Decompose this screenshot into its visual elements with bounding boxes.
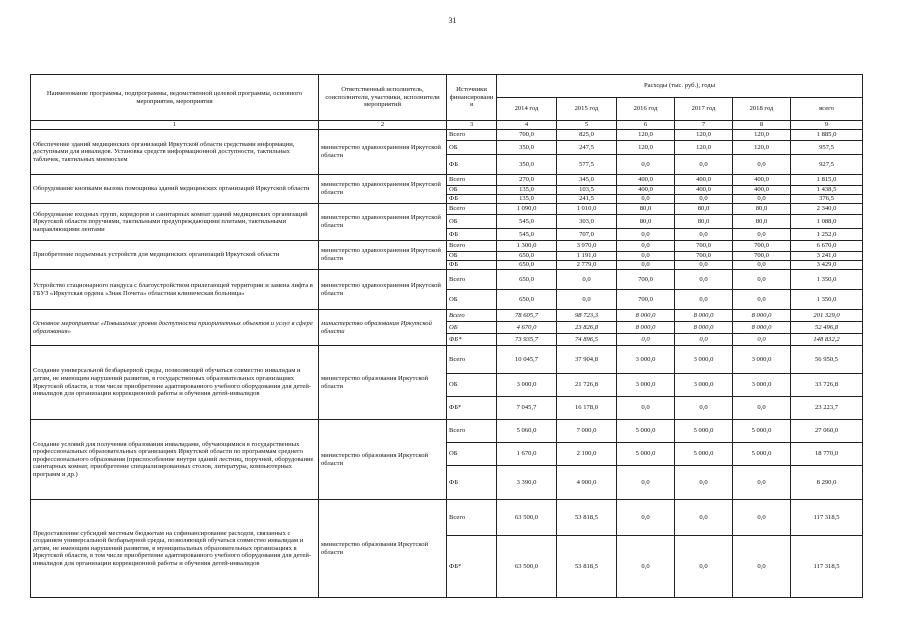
amount-year: 0,0 (617, 334, 675, 346)
column-index: 2 (319, 121, 447, 130)
amount-year: 650,0 (497, 261, 557, 270)
table-row (31, 500, 863, 536)
amount-year: 0,0 (617, 241, 675, 252)
amount-year: 700,0 (617, 290, 675, 310)
amount-year: 0,0 (675, 397, 733, 420)
amount-year: 37 904,8 (557, 346, 617, 374)
amount-year: 700,0 (675, 241, 733, 252)
funding-source: Всего (447, 346, 497, 374)
amount-year: 700,0 (497, 130, 557, 141)
amount-year: 707,0 (557, 229, 617, 241)
amount-year: 103,5 (557, 186, 617, 195)
amount-total: 56 950,5 (791, 346, 863, 374)
amount-year: 0,0 (675, 229, 733, 241)
amount-year: 80,0 (733, 204, 791, 215)
amount-year: 5 000,0 (675, 420, 733, 443)
amount-year: 5 060,0 (497, 420, 557, 443)
activity-name: Устройство стационарного пандуса с благоустройством прилегающей территории и замена лифта в ГБУЗ «Иркутская ордена «Знак Почета» областная клиническая больница» (31, 270, 319, 310)
funding-source: ОБ (447, 141, 497, 155)
amount-total: 1 350,0 (791, 290, 863, 310)
amount-year: 0,0 (675, 290, 733, 310)
activity-name: Обеспечение зданий медицинских организаций Иркутской области средствами информации, доступными для инвалидов. Установка средств информационной доступности, тактильных табличек, тактильных мнемосхем (31, 130, 319, 175)
amount-year: 303,0 (557, 215, 617, 229)
table-row (31, 130, 863, 141)
amount-year: 700,0 (617, 270, 675, 290)
amount-year: 3 000,0 (497, 374, 557, 397)
amount-year: 1 010,0 (557, 204, 617, 215)
activity-name: Основное мероприятие «Повышение уровня доступности приоритетных объектов и услуг в сфере образования» (31, 310, 319, 346)
amount-year: 120,0 (617, 141, 675, 155)
page-number: 31 (448, 16, 457, 25)
amount-year: 577,5 (557, 155, 617, 175)
amount-year: 0,0 (675, 466, 733, 500)
amount-total: 3 429,0 (791, 261, 863, 270)
amount-year: 0,0 (675, 195, 733, 204)
amount-year: 5 000,0 (617, 443, 675, 466)
table-row (31, 310, 863, 322)
header-total: всего (791, 98, 863, 121)
amount-year: 5 000,0 (675, 443, 733, 466)
amount-year: 345,0 (557, 175, 617, 186)
amount-total: 27 060,0 (791, 420, 863, 443)
amount-year: 98 723,3 (557, 310, 617, 322)
column-index: 1 (31, 121, 319, 130)
header-source: Источники финансировани я (447, 75, 497, 121)
amount-total: 148 832,2 (791, 334, 863, 346)
amount-year: 8 000,0 (675, 322, 733, 334)
amount-year: 0,0 (557, 270, 617, 290)
column-index: 6 (617, 121, 675, 130)
amount-year: 5 000,0 (733, 420, 791, 443)
column-index: 7 (675, 121, 733, 130)
amount-year: 0,0 (617, 195, 675, 204)
amount-year: 1 300,0 (497, 241, 557, 252)
amount-year: 80,0 (733, 215, 791, 229)
amount-year: 74 896,5 (557, 334, 617, 346)
column-index: 5 (557, 121, 617, 130)
amount-year: 78 605,7 (497, 310, 557, 322)
amount-year: 700,0 (733, 252, 791, 261)
responsible-executor: министерство здравоохранения Иркутской области (319, 130, 447, 175)
responsible-executor: министерство образования Иркутской области (319, 500, 447, 598)
table-row (31, 204, 863, 215)
amount-year: 135,0 (497, 186, 557, 195)
header-expenses: Расходы (тыс. руб.), годы (497, 75, 863, 98)
amount-total: 1 088,0 (791, 215, 863, 229)
amount-year: 2 779,0 (557, 261, 617, 270)
amount-year: 63 500,0 (497, 500, 557, 536)
activity-name: Создание универсальной безбарьерной среды, позволяющей обучаться совместно инвалидам и детям, не имеющим нарушений развития, в государственных образовательных организациях Иркутской области, в том числе приобретение адаптированного учебного оборудования для детей-инвалидов для организации коррекционной работы и обучения детей-инвалидов (31, 346, 319, 420)
header-year-2018: 2018 год (733, 98, 791, 121)
responsible-executor: министерство образования Иркутской области (319, 346, 447, 420)
amount-year: 270,0 (497, 175, 557, 186)
funding-source: ФБ (447, 195, 497, 204)
amount-year: 7 000,0 (557, 420, 617, 443)
amount-year: 700,0 (675, 252, 733, 261)
amount-year: 21 726,8 (557, 374, 617, 397)
responsible-executor: министерство здравоохранения Иркутской области (319, 175, 447, 204)
amount-year: 120,0 (733, 141, 791, 155)
amount-year: 400,0 (617, 186, 675, 195)
activity-name: Приобретение подъемных устройств для медицинских организаций Иркутской области (31, 241, 319, 270)
responsible-executor: министерство образования Иркутской области (319, 310, 447, 346)
amount-total: 18 770,0 (791, 443, 863, 466)
amount-year: 0,0 (675, 536, 733, 598)
amount-year: 135,0 (497, 195, 557, 204)
amount-total: 8 290,0 (791, 466, 863, 500)
amount-total: 201 329,0 (791, 310, 863, 322)
amount-total: 2 340,0 (791, 204, 863, 215)
table-row (31, 420, 863, 443)
funding-source: Всего (447, 241, 497, 252)
amount-total: 23 223,7 (791, 397, 863, 420)
amount-year: 120,0 (675, 130, 733, 141)
amount-year: 80,0 (675, 204, 733, 215)
funding-source: ФБ (447, 229, 497, 241)
amount-year: 53 818,5 (557, 500, 617, 536)
table-row (31, 346, 863, 374)
amount-year: 0,0 (617, 397, 675, 420)
column-index: 4 (497, 121, 557, 130)
amount-year: 0,0 (675, 155, 733, 175)
amount-year: 650,0 (497, 252, 557, 261)
amount-year: 400,0 (617, 175, 675, 186)
amount-year: 80,0 (617, 215, 675, 229)
amount-year: 545,0 (497, 229, 557, 241)
activity-name: Предоставление субсидий местным бюджетам на софинансирование расходов, связанных с созданием универсальной безбарьерной среды, позволяющей обучаться совместно инвалидам и детям, не имеющим нарушений развития, в муниципальных образовательных организациях в Иркутской области, в том числе приобретение адаптированного учебного оборудования для детей-инвалидов для организации коррекционной работы и обучения детей-инвалидов (31, 500, 319, 598)
amount-year: 0,0 (617, 252, 675, 261)
amount-year: 0,0 (617, 500, 675, 536)
header-year-2017: 2017 год (675, 98, 733, 121)
expenses-table (30, 74, 863, 598)
funding-source: ОБ (447, 186, 497, 195)
amount-total: 117 318,5 (791, 500, 863, 536)
amount-year: 1 670,0 (497, 443, 557, 466)
funding-source: ФБ (447, 155, 497, 175)
amount-year: 0,0 (617, 536, 675, 598)
funding-source: Всего (447, 270, 497, 290)
responsible-executor: министерство здравоохранения Иркутской области (319, 241, 447, 270)
amount-year: 400,0 (733, 175, 791, 186)
amount-year: 350,0 (497, 155, 557, 175)
amount-year: 3 000,0 (675, 346, 733, 374)
amount-year: 3 000,0 (617, 374, 675, 397)
amount-year: 3 000,0 (733, 346, 791, 374)
amount-year: 1 090,0 (497, 204, 557, 215)
funding-source: ОБ (447, 322, 497, 334)
funding-source: ОБ (447, 374, 497, 397)
amount-year: 0,0 (675, 261, 733, 270)
responsible-executor: министерство образования Иркутской области (319, 420, 447, 500)
amount-year: 0,0 (617, 261, 675, 270)
funding-source: ОБ (447, 252, 497, 261)
header-year-2015: 2015 год (557, 98, 617, 121)
amount-year: 80,0 (617, 204, 675, 215)
amount-year: 5 000,0 (617, 420, 675, 443)
header-responsible: Ответственный исполнитель, соисполнители, участники, исполнители мероприятий (319, 75, 447, 121)
table-row (31, 241, 863, 252)
funding-source: Всего (447, 204, 497, 215)
responsible-executor: министерство здравоохранения Иркутской области (319, 204, 447, 241)
table-row (31, 270, 863, 290)
amount-year: 545,0 (497, 215, 557, 229)
amount-year: 2 100,0 (557, 443, 617, 466)
amount-total: 33 726,8 (791, 374, 863, 397)
amount-year: 120,0 (617, 130, 675, 141)
funding-source: ФБ* (447, 397, 497, 420)
amount-total: 1 252,0 (791, 229, 863, 241)
amount-year: 7 045,7 (497, 397, 557, 420)
amount-year: 241,5 (557, 195, 617, 204)
amount-year: 4 670,0 (497, 322, 557, 334)
header-year-2014: 2014 год (497, 98, 557, 121)
amount-total: 927,5 (791, 155, 863, 175)
amount-year: 650,0 (497, 290, 557, 310)
funding-source: ОБ (447, 443, 497, 466)
amount-total: 6 670,0 (791, 241, 863, 252)
header-name: Наименование программы, подпрограммы, ведомственной целевой программы, основного мероприятия, мероприятия (31, 75, 319, 121)
amount-year: 3 000,0 (617, 346, 675, 374)
responsible-executor: министерство здравоохранения Иркутской области (319, 270, 447, 310)
amount-year: 0,0 (733, 290, 791, 310)
activity-name: Создание условий для получения образования инвалидами, обучающимися в государственных профессиональных образовательных организациях Иркутской области по программам среднего профессионального образования (приспособление внутри зданий лестниц, поручней, оборудование санитарных комнат, приобретение специализированных столов, литературы, компьютерных программ и др.) (31, 420, 319, 500)
column-index-row (31, 121, 863, 130)
amount-year: 400,0 (675, 186, 733, 195)
amount-total: 1 885,0 (791, 130, 863, 141)
column-index: 3 (447, 121, 497, 130)
funding-source: Всего (447, 175, 497, 186)
table-row (31, 175, 863, 186)
amount-total: 957,5 (791, 141, 863, 155)
amount-year: 0,0 (675, 270, 733, 290)
amount-year: 0,0 (733, 397, 791, 420)
amount-year: 3 000,0 (675, 374, 733, 397)
amount-total: 1 438,5 (791, 186, 863, 195)
amount-total: 1 815,0 (791, 175, 863, 186)
amount-total: 3 241,0 (791, 252, 863, 261)
amount-year: 400,0 (733, 186, 791, 195)
amount-year: 3 390,0 (497, 466, 557, 500)
amount-year: 23 826,8 (557, 322, 617, 334)
amount-year: 0,0 (733, 500, 791, 536)
amount-year: 0,0 (675, 334, 733, 346)
activity-name: Оборудование кнопками вызова помощника зданий медицинских организаций Иркутской области (31, 175, 319, 204)
funding-source: ФБ* (447, 536, 497, 598)
amount-year: 0,0 (617, 155, 675, 175)
amount-year: 825,0 (557, 130, 617, 141)
amount-year: 400,0 (675, 175, 733, 186)
amount-year: 63 500,0 (497, 536, 557, 598)
amount-year: 0,0 (733, 466, 791, 500)
funding-source: Всего (447, 500, 497, 536)
amount-year: 700,0 (733, 241, 791, 252)
funding-source: Всего (447, 130, 497, 141)
funding-source: ФБ (447, 261, 497, 270)
amount-year: 0,0 (617, 229, 675, 241)
funding-source: ФБ (447, 466, 497, 500)
amount-year: 0,0 (733, 229, 791, 241)
amount-year: 5 000,0 (733, 443, 791, 466)
funding-source: Всего (447, 420, 497, 443)
amount-year: 8 000,0 (733, 322, 791, 334)
amount-year: 120,0 (733, 130, 791, 141)
amount-total: 376,5 (791, 195, 863, 204)
amount-year: 0,0 (733, 536, 791, 598)
amount-year: 3 000,0 (733, 374, 791, 397)
amount-year: 0,0 (557, 290, 617, 310)
amount-year: 1 191,0 (557, 252, 617, 261)
amount-year: 73 935,7 (497, 334, 557, 346)
amount-year: 8 000,0 (617, 310, 675, 322)
activity-name: Оборудование входных групп, коридоров и санитарных комнат зданий медицинских организаций Иркутской области поручнями, тактильными предупреждающими плитами, тактильными направляющими лентами (31, 204, 319, 241)
amount-year: 0,0 (733, 155, 791, 175)
amount-total: 1 350,0 (791, 270, 863, 290)
column-index: 8 (733, 121, 791, 130)
amount-year: 4 900,0 (557, 466, 617, 500)
funding-source: ОБ (447, 290, 497, 310)
amount-year: 0,0 (675, 500, 733, 536)
amount-year: 650,0 (497, 270, 557, 290)
header-year-2016: 2016 год (617, 98, 675, 121)
amount-year: 0,0 (617, 466, 675, 500)
amount-year: 120,0 (675, 141, 733, 155)
amount-year: 0,0 (733, 195, 791, 204)
column-index: 9 (791, 121, 863, 130)
amount-total: 117 318,5 (791, 536, 863, 598)
amount-year: 0,0 (733, 261, 791, 270)
amount-year: 8 000,0 (733, 310, 791, 322)
amount-year: 53 818,5 (557, 536, 617, 598)
amount-year: 8 000,0 (675, 310, 733, 322)
funding-source: ФБ* (447, 334, 497, 346)
amount-year: 8 000,0 (617, 322, 675, 334)
amount-year: 16 178,0 (557, 397, 617, 420)
amount-year: 10 045,7 (497, 346, 557, 374)
funding-source: Всего (447, 310, 497, 322)
amount-year: 80,0 (675, 215, 733, 229)
funding-source: ОБ (447, 215, 497, 229)
amount-year: 0,0 (733, 334, 791, 346)
amount-year: 0,0 (733, 270, 791, 290)
amount-total: 52 496,8 (791, 322, 863, 334)
amount-year: 350,0 (497, 141, 557, 155)
amount-year: 3 970,0 (557, 241, 617, 252)
amount-year: 247,5 (557, 141, 617, 155)
